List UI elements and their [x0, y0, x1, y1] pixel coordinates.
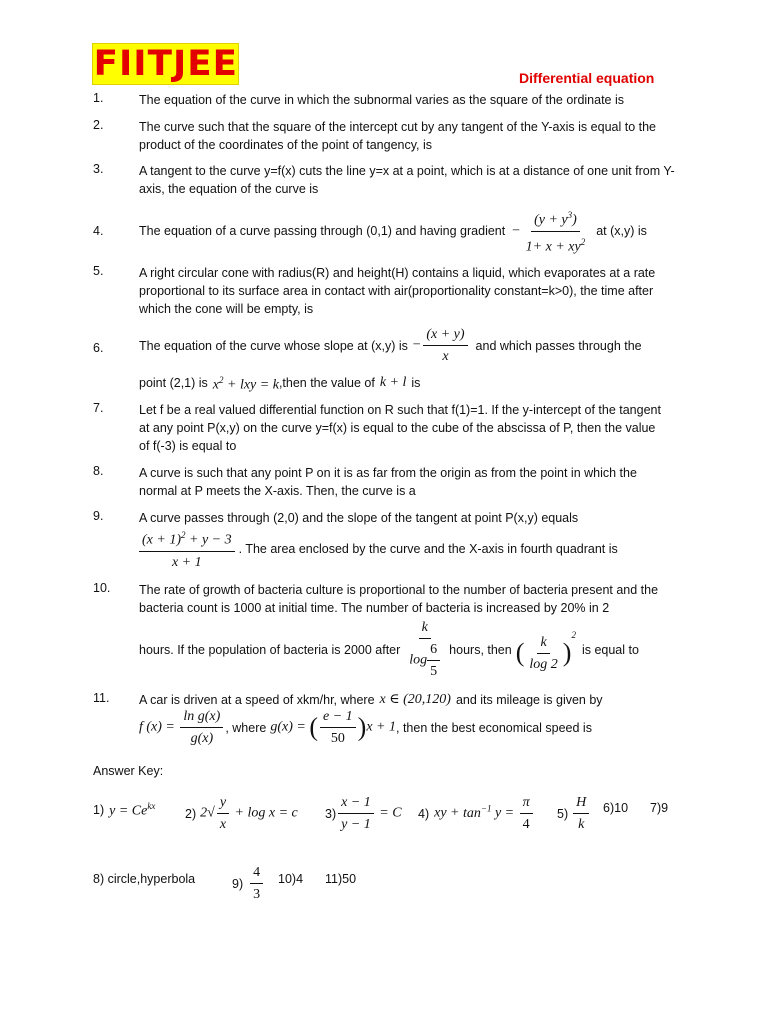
answer-4-formula: xy + $\tan^{-1} y$ = $\frac{\pi}{4}$: [434, 794, 535, 833]
question-number-6: 6.: [93, 341, 104, 355]
question-11-speed-range: x ∈ (20,120): [379, 692, 451, 707]
question-5: [139, 264, 669, 318]
answer-7: 7)9: [650, 801, 669, 815]
question-10-text-b: hours. If the population of bacteria is 2000 after: [139, 642, 401, 657]
question-10-line-2: [139, 619, 699, 680]
question-11-mileage-formula: f (x) = $\frac{\text{ln g(x)}}{g(x)}$: [139, 708, 225, 747]
question-10-text-c: hours, then: [449, 642, 512, 657]
question-11-text-d: , then the best economical speed is: [396, 720, 592, 735]
question-10-k-over-log-formula: k log $\frac{6}{5}$: [404, 619, 445, 680]
answer-2-label: 2): [185, 806, 197, 821]
question-10-squared-ratio-formula: ( $\frac{k}{\log 2}$ )$^2$: [515, 630, 576, 672]
question-3: [139, 162, 684, 198]
question-1-text: The equation of the curve in which the subnormal varies as the square of the ordinate is: [139, 93, 625, 107]
question-6-line-2: [139, 371, 699, 395]
question-6-text-a: The equation of the curve whose slope at (x,y) is: [139, 338, 408, 353]
question-6-k-plus-l: k + l: [379, 374, 407, 390]
question-number-2: 2.: [93, 118, 104, 132]
question-7: [139, 401, 669, 455]
answer-11: 11)50: [325, 872, 357, 886]
answer-1-label: 1): [93, 803, 105, 818]
question-4-gradient-formula: − $\frac{(y + y^3)}{1+ x + xy^2}$: [511, 207, 590, 255]
question-6-text-c: point (2,1) is: [139, 375, 208, 390]
question-6-line-1: [139, 326, 699, 365]
answer-3-formula: $\frac{x - 1}{y - 1}$ = C: [336, 794, 401, 833]
question-11-g-formula: g(x) = ( $\frac{e - 1}{50}$ )x + 1: [270, 709, 396, 746]
question-10-text-a: The rate of growth of bacteria culture is proportional to the number of bacteria present and the bacteria count is 1000 at initial time. The number of bacteria is increased by 20% in 2: [139, 583, 659, 615]
question-6-text-d: ,then the value of: [278, 375, 375, 390]
fiitjee-logo: [92, 43, 239, 85]
question-number-7: 7.: [93, 401, 104, 415]
answer-4: [418, 794, 535, 833]
question-11-text-a: A car is driven at a speed of xkm/hr, where: [139, 693, 375, 707]
answer-5-label: 5): [557, 806, 569, 821]
question-9-line-2: [139, 527, 684, 571]
answer-key-label: Answer Key:: [93, 764, 164, 778]
question-2: [139, 118, 684, 154]
answer-3: [325, 794, 402, 833]
answer-3-label: 3): [325, 806, 337, 821]
question-3-text: A tangent to the curve y=f(x) cuts the line y=x at a point, which is at a distance of one unit from Y-axis, the equation of the curve is: [139, 164, 675, 196]
logo-text: FIITJEE: [93, 43, 238, 84]
question-number-8: 8.: [93, 464, 104, 478]
document-title: Differential equation: [519, 70, 655, 86]
question-4-text-a: The equation of a curve passing through (0,1) and having gradient: [139, 224, 506, 239]
answer-8: 8) circle,hyperbola: [93, 872, 196, 886]
question-8: [139, 464, 669, 500]
question-1: [139, 91, 684, 109]
answer-9-label: 9): [232, 876, 244, 891]
question-9-text-b: . The area enclosed by the curve and the X-axis in fourth quadrant is: [238, 541, 618, 556]
question-8-text: A curve is such that any point P on it is as far from the origin as from the point in which the normal at P meets the X-axis. Then, the curve is a: [139, 466, 637, 498]
question-9-slope-formula: $\frac{(x + 1)^2 + y - 3}{x + 1}$: [139, 527, 237, 571]
answer-4-label: 4): [418, 806, 430, 821]
question-number-9: 9.: [93, 509, 104, 523]
question-9-text-a: A curve passes through (2,0) and the slope of the tangent at point P(x,y) equals: [139, 511, 579, 525]
question-4-text-b: at (x,y) is: [596, 224, 647, 239]
question-6-equation: $x^2$ + lxy = k: [212, 375, 279, 393]
answer-6: 6)10: [603, 801, 629, 815]
question-number-5: 5.: [93, 264, 104, 278]
question-11-text-c: , where: [225, 720, 267, 735]
answer-1-formula: $y = Ce^{kx}$: [109, 801, 156, 819]
question-5-text: A right circular cone with radius(R) and height(H) contains a liquid, which evaporates at a rate proportional to its surface area in contact with air(proportionality constant=k>0), the time after which the cone will be empty, is: [139, 266, 656, 316]
answer-2: [185, 794, 298, 833]
question-11-line-2: [139, 708, 699, 747]
answer-5: [557, 794, 591, 833]
question-10-text-d: is equal to: [581, 642, 639, 657]
answer-10: 10)4: [278, 872, 304, 886]
question-11-line-1: [139, 691, 699, 709]
question-7-text: Let f be a real valued differential function on R such that f(1)=1. If the y-intercept of the tangent at any point P(x,y) on the curve y=f(x) is equal to the cube of the abscissa of P, then the value of f(-3) is equal to: [139, 403, 661, 453]
question-number-1: 1.: [93, 91, 104, 105]
answer-9: [232, 864, 265, 903]
question-number-11: 11.: [93, 691, 110, 705]
question-9-line-1: [139, 509, 684, 527]
answer-5-formula: $\frac{H}{k}$: [571, 794, 591, 833]
question-2-text: The curve such that the square of the intercept cut by any tangent of the Y-axis is equal to the product of the coordinates of the point of tangency, is: [139, 120, 656, 152]
answer-9-formula: $\frac{4}{3}$: [248, 864, 265, 903]
question-number-3: 3.: [93, 162, 104, 176]
question-10-line-1: [139, 581, 669, 617]
question-6-slope-formula: − $\frac{(x + y)}{x}$: [412, 326, 470, 365]
question-6-text-b: and which passes through the: [475, 338, 642, 353]
question-number-4: 4.: [93, 224, 104, 238]
question-4: [139, 207, 699, 255]
answer-1: [93, 801, 155, 820]
answer-2-formula: 2√ $\frac{y}{x}$ + log x = c: [200, 795, 298, 832]
question-number-10: 10.: [93, 581, 111, 595]
question-6-text-e: is: [411, 375, 421, 390]
question-11-text-b: and its mileage is given by: [455, 693, 603, 707]
